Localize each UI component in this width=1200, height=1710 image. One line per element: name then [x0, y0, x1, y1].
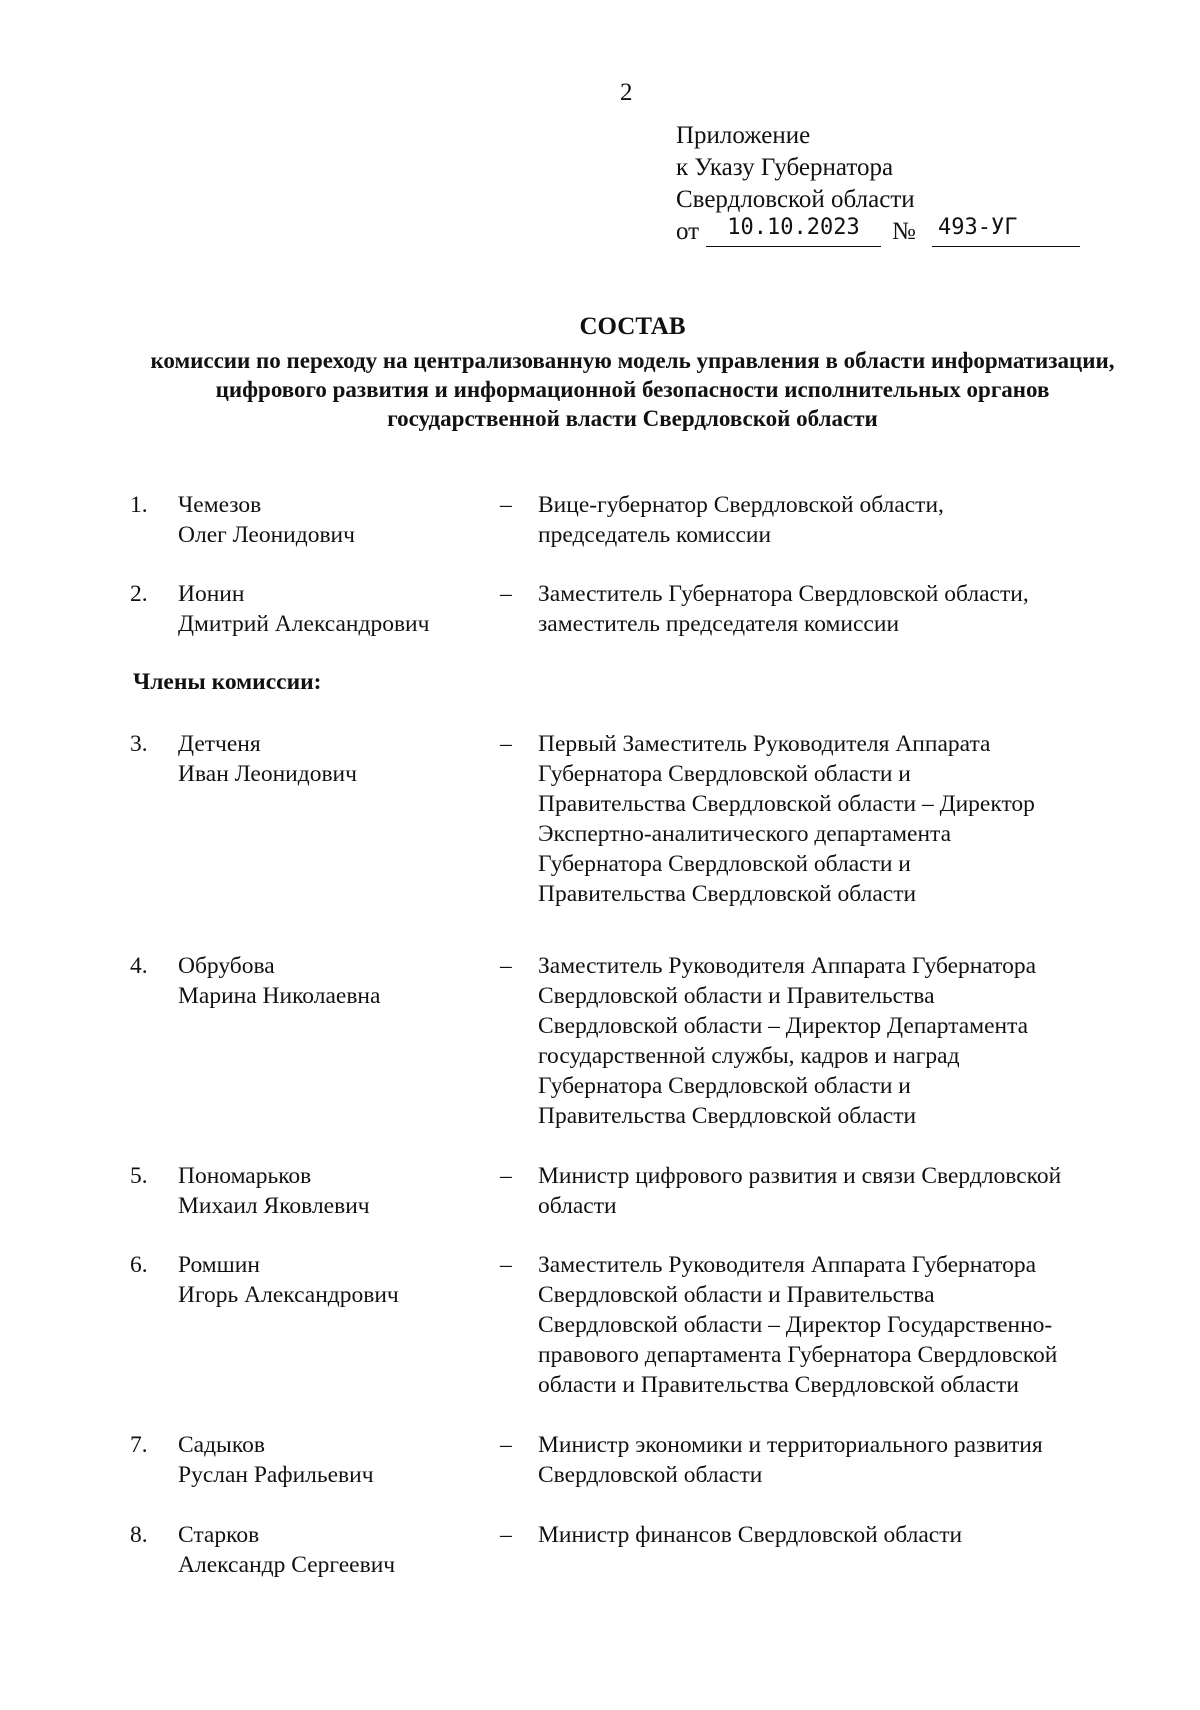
- member-given-name: Игорь Александрович: [178, 1282, 399, 1308]
- member-surname: Детченя: [178, 731, 261, 757]
- entry-number: 7.: [130, 1432, 148, 1458]
- entry-dash: –: [500, 953, 512, 979]
- document-title-block: [150, 310, 1115, 433]
- member-given-name: Иван Леонидович: [178, 761, 357, 787]
- decree-number-field: 493-УГ: [932, 216, 1080, 247]
- member-role: Министр экономики и территориального развития Свердловской области: [538, 1432, 1043, 1488]
- entry-number: 3.: [130, 731, 148, 757]
- member-given-name: Олег Леонидович: [178, 522, 355, 548]
- decree-date-line: [676, 216, 1136, 250]
- number-prefix: №: [892, 218, 916, 245]
- entry-number: 2.: [130, 581, 148, 607]
- member-surname: Ионин: [178, 581, 245, 607]
- member-given-name: Руслан Рафильевич: [178, 1462, 374, 1488]
- member-surname: Ромшин: [178, 1252, 260, 1278]
- member-role: Министр финансов Свердловской области: [538, 1522, 963, 1548]
- member-name: [178, 579, 488, 639]
- member-role: Заместитель Руководителя Аппарата Губернатора Свердловской области и Правительства Свердловской области – Директор Государственно- правового департамента Губернатора Свердловской области и Правительства Свердловской области: [538, 1252, 1058, 1398]
- entry-dash: –: [500, 581, 512, 607]
- date-prefix: от: [676, 218, 700, 245]
- entry-dash: –: [500, 1522, 512, 1548]
- member-surname: Пономарьков: [178, 1163, 312, 1189]
- entry-number: 8.: [130, 1522, 148, 1548]
- entry-number: 6.: [130, 1252, 148, 1278]
- member-surname: Садыков: [178, 1432, 265, 1458]
- member-given-name: Александр Сергеевич: [178, 1552, 396, 1578]
- member-given-name: Марина Николаевна: [178, 983, 381, 1009]
- appendix-line-2: к Указу Губернатора: [676, 154, 894, 181]
- entry-dash: –: [500, 1432, 512, 1458]
- entry-number: 1.: [130, 492, 148, 518]
- member-name: [178, 951, 488, 1011]
- member-given-name: Дмитрий Александрович: [178, 611, 430, 637]
- entry-number: 4.: [130, 953, 148, 979]
- appendix-line-1: Приложение: [676, 122, 811, 149]
- page-number: 2: [620, 79, 633, 106]
- member-surname: Чемезов: [178, 492, 262, 518]
- member-role: Министр цифрового развития и связи Свердловской области: [538, 1163, 1062, 1219]
- member-name: [178, 1161, 488, 1221]
- member-name: [178, 1250, 488, 1310]
- member-role: Вице-губернатор Свердловской области, председатель комиссии: [538, 492, 944, 548]
- decree-date-field: 10.10.2023: [706, 216, 881, 247]
- appendix-header: [676, 120, 1136, 250]
- member-surname: Обрубова: [178, 953, 275, 979]
- section-heading-members: Члены комиссии:: [133, 669, 322, 695]
- entry-dash: –: [500, 1252, 512, 1278]
- member-role: Заместитель Губернатора Свердловской области, заместитель председателя комиссии: [538, 581, 1029, 637]
- entry-number: 5.: [130, 1163, 148, 1189]
- member-name: [178, 1430, 488, 1490]
- document-title: СОСТАВ: [579, 313, 686, 340]
- member-name: [178, 729, 488, 789]
- member-role: Заместитель Руководителя Аппарата Губернатора Свердловской области и Правительства Свердловской области – Директор Департамента государственной службы, кадров и наград Губернатора Свердловской области и Правительства Свердловской области: [538, 953, 1037, 1129]
- entry-dash: –: [500, 731, 512, 757]
- member-given-name: Михаил Яковлевич: [178, 1193, 370, 1219]
- member-name: [178, 1520, 488, 1580]
- appendix-line-3: Свердловской области: [676, 186, 915, 213]
- member-surname: Старков: [178, 1522, 260, 1548]
- member-role: Первый Заместитель Руководителя Аппарата Губернатора Свердловской области и Правительства Свердловской области – Директор Экспертно-аналитического департамента Губернатора Свердловской области и Правительства Свердловской области: [538, 731, 1035, 907]
- document-subtitle: комиссии по переходу на централизованную модель управления в области информатизации, цифрового развития и информационной безопасности исполнительных органов государственной власти Свердловской области: [150, 348, 1115, 431]
- entry-dash: –: [500, 492, 512, 518]
- member-name: [178, 490, 488, 550]
- entry-dash: –: [500, 1163, 512, 1189]
